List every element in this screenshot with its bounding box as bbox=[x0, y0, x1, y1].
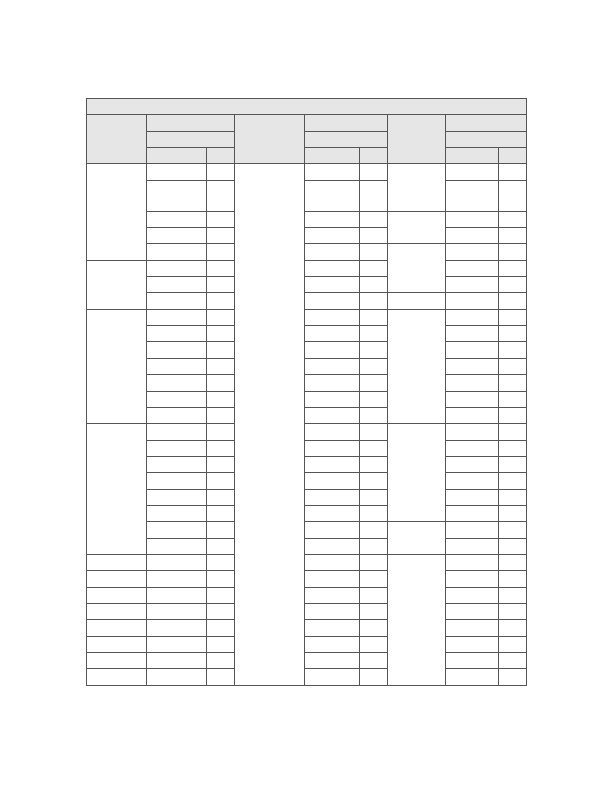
june-count-cell bbox=[207, 505, 235, 521]
table-row bbox=[87, 505, 527, 521]
june-empty-dept-cell bbox=[87, 587, 147, 603]
table-row bbox=[87, 277, 527, 293]
june-empty-dept-cell bbox=[87, 571, 147, 587]
august-count-cell bbox=[499, 653, 527, 669]
june-empty-dept-cell bbox=[87, 653, 147, 669]
honor-roll-table bbox=[86, 98, 527, 686]
august-count-cell bbox=[499, 228, 527, 244]
july-name-cell bbox=[305, 228, 360, 244]
june-dept-cell bbox=[87, 424, 147, 555]
june-count-cell bbox=[207, 309, 235, 325]
table-row bbox=[87, 489, 527, 505]
july-count-cell bbox=[360, 326, 388, 342]
july-name-cell bbox=[305, 260, 360, 276]
july-name-cell bbox=[305, 603, 360, 619]
june-name-cell bbox=[147, 456, 207, 472]
august-name-cell bbox=[446, 653, 499, 669]
table-row bbox=[87, 473, 527, 489]
june-count-cell bbox=[207, 407, 235, 423]
august-count-cell bbox=[499, 424, 527, 440]
august-name-cell bbox=[446, 603, 499, 619]
june-count-cell bbox=[207, 342, 235, 358]
july-name-cell bbox=[305, 653, 360, 669]
june-name-cell bbox=[147, 375, 207, 391]
august-count-cell bbox=[499, 180, 527, 211]
august-dept-cell bbox=[388, 554, 446, 685]
table-title bbox=[87, 99, 527, 115]
july-count-cell bbox=[360, 522, 388, 538]
august-name-cell bbox=[446, 587, 499, 603]
august-name-cell bbox=[446, 456, 499, 472]
july-name-cell bbox=[305, 620, 360, 636]
august-count-cell bbox=[499, 522, 527, 538]
table-row bbox=[87, 669, 527, 686]
table-row bbox=[87, 375, 527, 391]
august-count-cell bbox=[499, 603, 527, 619]
july-name-cell bbox=[305, 164, 360, 180]
table-row bbox=[87, 228, 527, 244]
august-count-cell bbox=[499, 473, 527, 489]
count-header-june bbox=[207, 148, 235, 164]
june-empty-count-cell bbox=[207, 587, 235, 603]
july-name-cell bbox=[305, 342, 360, 358]
june-empty-name-cell bbox=[147, 620, 207, 636]
august-name-cell bbox=[446, 473, 499, 489]
july-count-cell bbox=[360, 636, 388, 652]
table-row bbox=[87, 358, 527, 374]
august-name-cell bbox=[446, 554, 499, 570]
august-name-cell bbox=[446, 260, 499, 276]
june-name-cell bbox=[147, 309, 207, 325]
table-row bbox=[87, 244, 527, 260]
june-name-cell bbox=[147, 277, 207, 293]
june-count-cell bbox=[207, 326, 235, 342]
july-count-cell bbox=[360, 603, 388, 619]
table-row bbox=[87, 424, 527, 440]
august-dept-cell bbox=[388, 244, 446, 293]
june-count-cell bbox=[207, 440, 235, 456]
july-count-cell bbox=[360, 342, 388, 358]
table-row bbox=[87, 636, 527, 652]
june-empty-name-cell bbox=[147, 603, 207, 619]
august-name-cell bbox=[446, 440, 499, 456]
table-row bbox=[87, 164, 527, 180]
august-count-cell bbox=[499, 375, 527, 391]
august-name-cell bbox=[446, 211, 499, 227]
july-count-cell bbox=[360, 505, 388, 521]
august-count-cell bbox=[499, 293, 527, 309]
june-name-cell bbox=[147, 342, 207, 358]
july-count-cell bbox=[360, 571, 388, 587]
august-count-cell bbox=[499, 669, 527, 686]
june-name-cell bbox=[147, 228, 207, 244]
july-name-cell bbox=[305, 407, 360, 423]
june-name-cell bbox=[147, 424, 207, 440]
june-name-cell bbox=[147, 538, 207, 554]
june-name-cell bbox=[147, 244, 207, 260]
july-count-cell bbox=[360, 669, 388, 686]
june-empty-dept-cell bbox=[87, 603, 147, 619]
july-name-cell bbox=[305, 440, 360, 456]
name-header-august bbox=[446, 148, 499, 164]
table-row bbox=[87, 538, 527, 554]
june-name-cell bbox=[147, 260, 207, 276]
august-name-cell bbox=[446, 358, 499, 374]
august-count-cell bbox=[499, 326, 527, 342]
june-empty-count-cell bbox=[207, 669, 235, 686]
june-empty-name-cell bbox=[147, 571, 207, 587]
table-row bbox=[87, 522, 527, 538]
june-count-cell bbox=[207, 180, 235, 211]
august-count-cell bbox=[499, 277, 527, 293]
august-dept-cell bbox=[388, 164, 446, 211]
june-count-cell bbox=[207, 456, 235, 472]
august-count-cell bbox=[499, 538, 527, 554]
june-count-cell bbox=[207, 391, 235, 407]
august-name-cell bbox=[446, 342, 499, 358]
july-count-cell bbox=[360, 554, 388, 570]
june-empty-count-cell bbox=[207, 620, 235, 636]
august-name-cell bbox=[446, 620, 499, 636]
june-empty-count-cell bbox=[207, 571, 235, 587]
july-count-cell bbox=[360, 277, 388, 293]
august-name-cell bbox=[446, 669, 499, 686]
table-row bbox=[87, 653, 527, 669]
july-count-cell bbox=[360, 164, 388, 180]
june-name-cell bbox=[147, 554, 207, 570]
july-count-cell bbox=[360, 180, 388, 211]
june-name-cell bbox=[147, 440, 207, 456]
july-count-cell bbox=[360, 228, 388, 244]
dept-header-july bbox=[235, 115, 305, 164]
august-dept-cell bbox=[388, 309, 446, 423]
table-row bbox=[87, 180, 527, 211]
july-name-cell bbox=[305, 309, 360, 325]
june-empty-count-cell bbox=[207, 636, 235, 652]
july-count-cell bbox=[360, 620, 388, 636]
june-count-cell bbox=[207, 424, 235, 440]
month-header-august bbox=[446, 131, 527, 147]
table-row bbox=[87, 554, 527, 570]
august-dept-cell bbox=[388, 211, 446, 244]
july-name-cell bbox=[305, 522, 360, 538]
june-empty-name-cell bbox=[147, 669, 207, 686]
august-count-cell bbox=[499, 211, 527, 227]
july-name-cell bbox=[305, 554, 360, 570]
july-count-cell bbox=[360, 538, 388, 554]
june-empty-dept-cell bbox=[87, 620, 147, 636]
table-row bbox=[87, 407, 527, 423]
august-name-cell bbox=[446, 505, 499, 521]
june-count-cell bbox=[207, 522, 235, 538]
table-row bbox=[87, 326, 527, 342]
august-count-cell bbox=[499, 391, 527, 407]
july-name-cell bbox=[305, 636, 360, 652]
june-dept-cell bbox=[87, 554, 147, 570]
july-name-cell bbox=[305, 277, 360, 293]
july-count-cell bbox=[360, 587, 388, 603]
august-count-cell bbox=[499, 636, 527, 652]
count-header-july bbox=[360, 148, 388, 164]
august-name-cell bbox=[446, 326, 499, 342]
august-count-cell bbox=[499, 260, 527, 276]
june-name-cell bbox=[147, 407, 207, 423]
june-empty-count-cell bbox=[207, 653, 235, 669]
july-name-cell bbox=[305, 538, 360, 554]
dept-group-header-july bbox=[305, 115, 388, 131]
august-count-cell bbox=[499, 164, 527, 180]
august-name-cell bbox=[446, 244, 499, 260]
july-count-cell bbox=[360, 489, 388, 505]
june-name-cell bbox=[147, 180, 207, 211]
june-empty-name-cell bbox=[147, 587, 207, 603]
august-count-cell bbox=[499, 489, 527, 505]
august-name-cell bbox=[446, 391, 499, 407]
june-count-cell bbox=[207, 375, 235, 391]
june-count-cell bbox=[207, 277, 235, 293]
july-count-cell bbox=[360, 358, 388, 374]
july-name-cell bbox=[305, 489, 360, 505]
dept-group-header-august bbox=[446, 115, 527, 131]
august-dept-cell bbox=[388, 522, 446, 555]
june-dept-cell bbox=[87, 260, 147, 309]
august-name-cell bbox=[446, 309, 499, 325]
june-dept-cell bbox=[87, 164, 147, 260]
august-count-cell bbox=[499, 620, 527, 636]
august-count-cell bbox=[499, 440, 527, 456]
june-empty-name-cell bbox=[147, 653, 207, 669]
july-name-cell bbox=[305, 326, 360, 342]
name-header-july bbox=[305, 148, 360, 164]
july-count-cell bbox=[360, 211, 388, 227]
july-count-cell bbox=[360, 407, 388, 423]
july-name-cell bbox=[305, 244, 360, 260]
august-count-cell bbox=[499, 587, 527, 603]
august-dept-cell bbox=[388, 293, 446, 309]
july-count-cell bbox=[360, 260, 388, 276]
august-name-cell bbox=[446, 538, 499, 554]
august-dept-cell bbox=[388, 424, 446, 522]
august-name-cell bbox=[446, 407, 499, 423]
july-count-cell bbox=[360, 653, 388, 669]
june-count-cell bbox=[207, 228, 235, 244]
dept-header-june bbox=[87, 115, 147, 164]
june-count-cell bbox=[207, 244, 235, 260]
june-count-cell bbox=[207, 473, 235, 489]
june-count-cell bbox=[207, 164, 235, 180]
august-name-cell bbox=[446, 636, 499, 652]
august-name-cell bbox=[446, 277, 499, 293]
july-name-cell bbox=[305, 358, 360, 374]
table-row bbox=[87, 211, 527, 227]
july-name-cell bbox=[305, 456, 360, 472]
august-count-cell bbox=[499, 571, 527, 587]
july-count-cell bbox=[360, 424, 388, 440]
dept-header-august bbox=[388, 115, 446, 164]
august-name-cell bbox=[446, 489, 499, 505]
june-name-cell bbox=[147, 326, 207, 342]
june-name-cell bbox=[147, 489, 207, 505]
august-name-cell bbox=[446, 228, 499, 244]
august-name-cell bbox=[446, 375, 499, 391]
july-dept-cell bbox=[235, 164, 305, 686]
june-empty-name-cell bbox=[147, 636, 207, 652]
july-name-cell bbox=[305, 180, 360, 211]
july-name-cell bbox=[305, 375, 360, 391]
june-count-cell bbox=[207, 358, 235, 374]
june-name-cell bbox=[147, 211, 207, 227]
june-count-cell bbox=[207, 538, 235, 554]
august-count-cell bbox=[499, 244, 527, 260]
august-count-cell bbox=[499, 342, 527, 358]
august-name-cell bbox=[446, 424, 499, 440]
table-row bbox=[87, 620, 527, 636]
june-empty-dept-cell bbox=[87, 636, 147, 652]
july-name-cell bbox=[305, 391, 360, 407]
july-count-cell bbox=[360, 391, 388, 407]
july-count-cell bbox=[360, 309, 388, 325]
june-name-cell bbox=[147, 358, 207, 374]
july-count-cell bbox=[360, 440, 388, 456]
august-name-cell bbox=[446, 180, 499, 211]
name-header-june bbox=[147, 148, 207, 164]
august-count-cell bbox=[499, 456, 527, 472]
table-row bbox=[87, 293, 527, 309]
august-name-cell bbox=[446, 164, 499, 180]
june-name-cell bbox=[147, 473, 207, 489]
june-count-cell bbox=[207, 260, 235, 276]
table-row bbox=[87, 260, 527, 276]
table-row bbox=[87, 342, 527, 358]
table-row bbox=[87, 440, 527, 456]
june-name-cell bbox=[147, 164, 207, 180]
july-name-cell bbox=[305, 293, 360, 309]
june-name-cell bbox=[147, 293, 207, 309]
july-name-cell bbox=[305, 473, 360, 489]
count-header-august bbox=[499, 148, 527, 164]
august-count-cell bbox=[499, 358, 527, 374]
july-name-cell bbox=[305, 669, 360, 686]
june-name-cell bbox=[147, 505, 207, 521]
table-row bbox=[87, 603, 527, 619]
july-name-cell bbox=[305, 587, 360, 603]
august-name-cell bbox=[446, 522, 499, 538]
june-dept-cell bbox=[87, 309, 147, 423]
table-row bbox=[87, 587, 527, 603]
june-empty-count-cell bbox=[207, 603, 235, 619]
august-name-cell bbox=[446, 293, 499, 309]
june-count-cell bbox=[207, 489, 235, 505]
month-header-july bbox=[305, 131, 388, 147]
august-count-cell bbox=[499, 407, 527, 423]
table-row bbox=[87, 391, 527, 407]
august-count-cell bbox=[499, 554, 527, 570]
august-count-cell bbox=[499, 505, 527, 521]
july-name-cell bbox=[305, 505, 360, 521]
august-name-cell bbox=[446, 571, 499, 587]
table-row bbox=[87, 309, 527, 325]
july-count-cell bbox=[360, 456, 388, 472]
july-count-cell bbox=[360, 375, 388, 391]
june-count-cell bbox=[207, 293, 235, 309]
july-count-cell bbox=[360, 244, 388, 260]
july-name-cell bbox=[305, 571, 360, 587]
july-count-cell bbox=[360, 473, 388, 489]
table-row bbox=[87, 571, 527, 587]
july-name-cell bbox=[305, 424, 360, 440]
july-count-cell bbox=[360, 293, 388, 309]
june-name-cell bbox=[147, 522, 207, 538]
table-row bbox=[87, 456, 527, 472]
month-header-june bbox=[147, 131, 235, 147]
june-count-cell bbox=[207, 211, 235, 227]
june-count-cell bbox=[207, 554, 235, 570]
august-count-cell bbox=[499, 309, 527, 325]
july-name-cell bbox=[305, 211, 360, 227]
dept-group-header-june bbox=[147, 115, 235, 131]
june-name-cell bbox=[147, 391, 207, 407]
june-empty-dept-cell bbox=[87, 669, 147, 686]
